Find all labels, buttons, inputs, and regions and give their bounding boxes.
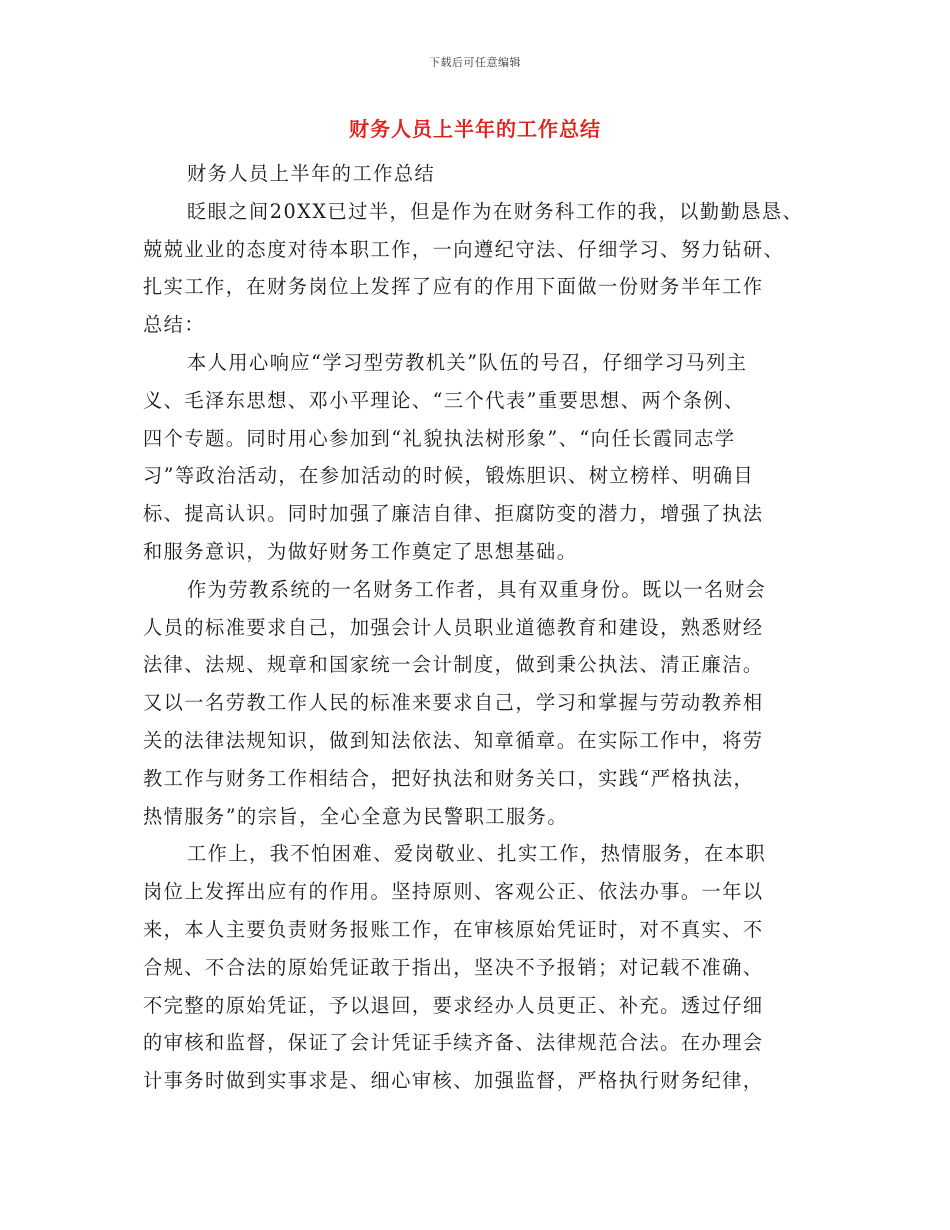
text-line: 来，本人主要负责财务报账工作，在审核原始凭证时，对不真实、不 [143, 917, 764, 941]
text-line: 人员的标准要求自己，加强会计人员职业道德教育和建设，熟悉财经 [143, 615, 764, 639]
text-line: 热情服务”的宗旨，全心全意为民警职工服务。 [143, 804, 569, 828]
text-line: 工作上，我不怕困难、爱岗敬业、扎实工作，热情服务，在本职 [187, 842, 767, 866]
text-line: 本人用心响应“学习型劳教机关”队伍的号召，仔细学习马列主 [187, 350, 748, 374]
text-line: 关的法律法规知识，做到知法依法、知章循章。在实际工作中，将劳 [143, 728, 764, 752]
text-line: 法律、法规、规章和国家统一会计制度，做到秉公执法、清正廉洁。 [143, 653, 764, 677]
text-line: 岗位上发挥出应有的作用。坚持原则、客观公正、依法办事。一年以 [143, 880, 764, 904]
text-line: 总结： [143, 313, 206, 337]
text-line: 又以一名劳教工作人民的标准来要求自己，学习和掌握与劳动教养相 [143, 691, 764, 715]
document-body [143, 155, 803, 1100]
text-line: 眨眼之间20XX已过半，但是作为在财务科工作的我，以勤勤恳恳、 [187, 199, 804, 223]
text-line: 兢兢业业的态度对待本职工作，一向遵纪守法、仔细学习、努力钻研、 [143, 237, 785, 261]
text-line: 的审核和监督，保证了会计凭证手续齐备、法律规范合法。在办理会 [143, 1031, 764, 1055]
text-line: 四个专题。同时用心参加到“礼貌执法树形象”、“向任长霞同志学 [143, 426, 736, 450]
text-line: 财务人员上半年的工作总结 [187, 162, 436, 185]
text-line: 计事务时做到实事求是、细心审核、加强监督，严格执行财务纪律， [143, 1069, 764, 1093]
text-line: 教工作与财务工作相结合，把好执法和财务关口，实践“严格执法， [143, 766, 755, 790]
text-line: 合规、不合法的原始凭证敢于指出，坚决不予报销；对记载不准确、 [143, 955, 764, 979]
document-title: 财务人员上半年的工作总结 [349, 117, 601, 141]
text-line: 作为劳教系统的一名财务工作者，具有双重身份。既以一名财会 [187, 577, 767, 601]
text-line: 义、毛泽东思想、邓小平理论、“三个代表”重要思想、两个条例、 [143, 388, 745, 412]
text-line: 扎实工作，在财务岗位上发挥了应有的作用下面做一份财务半年工作 [143, 275, 764, 299]
text-line: 标、提高认识。同时加强了廉洁自律、拒腐防变的潜力，增强了执法 [143, 502, 764, 526]
text-line: 和服务意识，为做好财务工作奠定了思想基础。 [143, 539, 578, 563]
text-line: 习”等政治活动，在参加活动的时候，锻炼胆识、树立榜样、明确目 [143, 464, 755, 488]
text-line: 不完整的原始凭证，予以退回，要求经办人员更正、补充。透过仔细 [143, 993, 764, 1017]
header-note: 下载后可任意编辑 [429, 56, 521, 69]
